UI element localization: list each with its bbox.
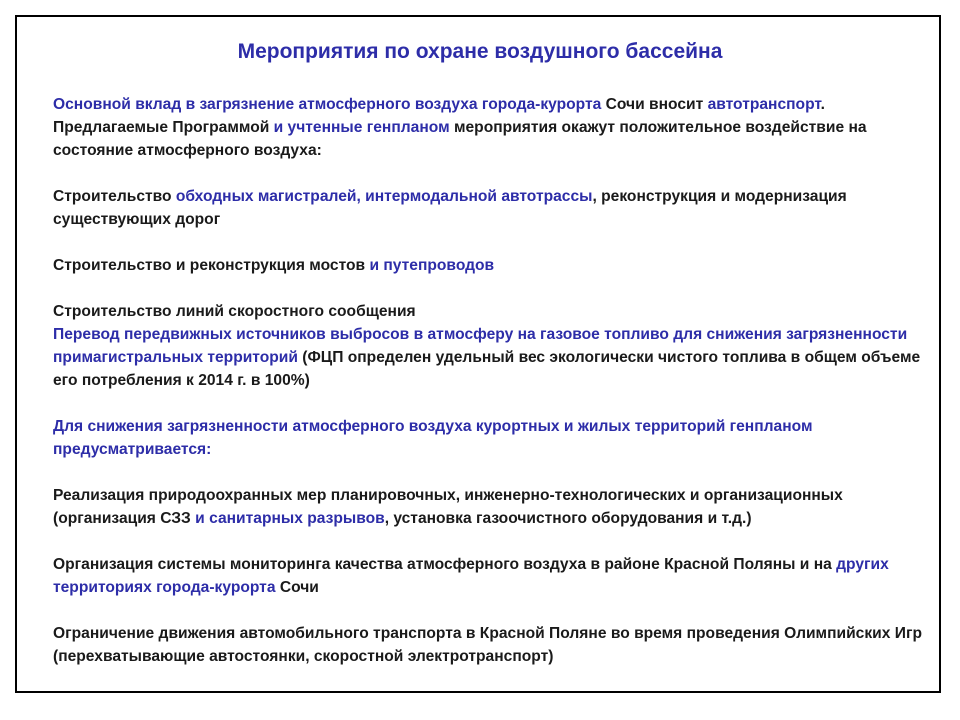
text-segment: и учтенные генпланом: [273, 119, 450, 136]
text-segment: Сочи: [275, 579, 319, 596]
text-segment: Сочи вносит: [605, 96, 708, 113]
text-segment: Строительство линий скоростного сообщения: [53, 303, 416, 320]
text-segment: и санитарных разрывов: [195, 510, 385, 527]
text-segment: обходных магистралей, интермодальной автотрассы: [175, 188, 593, 205]
paragraph-general-plan: [53, 415, 923, 461]
paragraph-bridges: [53, 254, 923, 277]
paragraph-rapid-transit: [53, 300, 923, 323]
text-segment: Для снижения загрязненности атмосферного воздуха курортных и жилых территорий генпланом предусматривается:: [53, 418, 813, 458]
paragraph-roads: [53, 185, 923, 231]
text-segment: Реализация природоохранных мер планировочных, инженерно-технологических и организационных (организация СЗЗ: [53, 487, 843, 527]
text-segment: (ФЦП определен удельный вес экологически чистого топлива в общем объеме его потребления к 2014 г. в 100%): [53, 349, 921, 389]
text-segment: мероприятия окажут положительное воздействие на состояние атмосферного воздуха:: [53, 119, 867, 159]
paragraph-monitoring: [53, 553, 923, 599]
text-segment: автотранспорт: [707, 96, 821, 113]
text-segment: Организация системы мониторинга качества атмосферного воздуха в районе Красной Поляны и на: [53, 556, 837, 573]
text-segment: Ограничение движения автомобильного транспорта в Красной Поляне во время проведения Олимпийских Игр (перехватывающие автостоянки, скоростной электротранспорт): [53, 625, 922, 665]
text-segment: Перевод передвижных источников выбросов в атмосферу на газовое топливо для снижения загрязненности примагистральных территорий: [53, 326, 908, 366]
text-segment: и путепроводов: [369, 257, 495, 274]
text-segment: Строительство: [53, 188, 176, 205]
text-segment: Основной вклад в загрязнение атмосферного воздуха города-курорта: [53, 96, 606, 113]
text-segment: других территориях города-курорта: [53, 556, 889, 596]
text-segment: . Предлагаемые Программой: [53, 96, 825, 136]
text-segment: , реконструкция и модернизация существующих дорог: [53, 188, 847, 228]
slide-title: Мероприятия по охране воздушного бассейна: [237, 40, 723, 63]
paragraph-intro: [53, 93, 923, 162]
text-segment: Строительство и реконструкция мостов: [53, 257, 370, 274]
paragraph-traffic-restriction: [53, 622, 923, 668]
paragraph-environmental-measures: [53, 484, 923, 530]
text-segment: , установка газоочистного оборудования и т.д.): [384, 510, 752, 527]
paragraph-gas-fuel: [53, 323, 923, 392]
slide-body: [53, 93, 923, 668]
